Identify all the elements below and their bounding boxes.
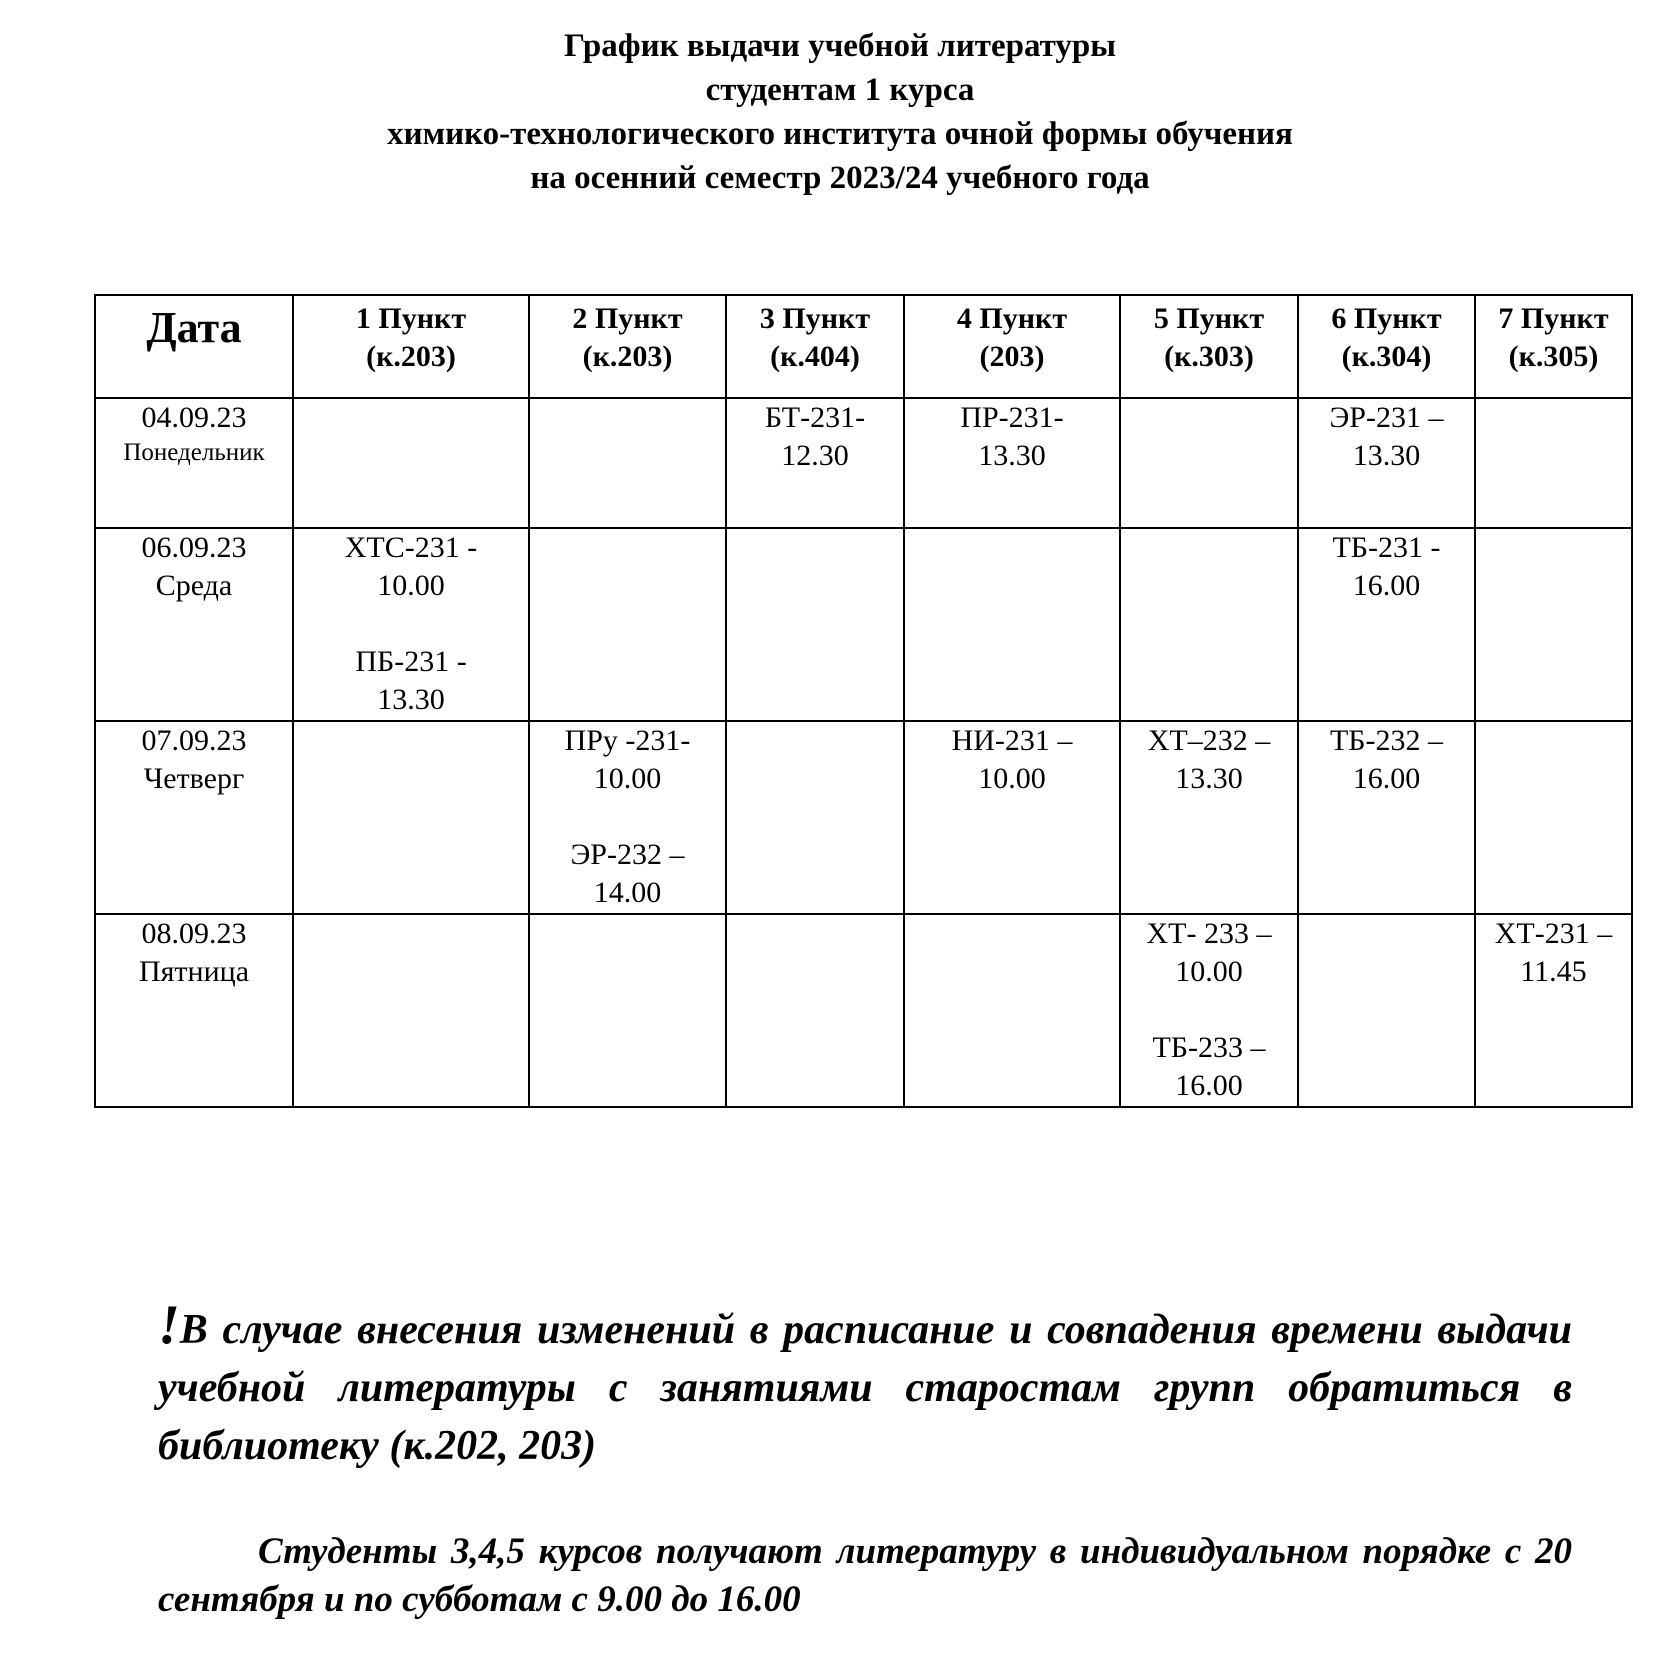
- table-row: [95, 528, 1632, 721]
- column-room: (к.203): [582, 340, 673, 373]
- column-name: 1 Пункт: [355, 302, 467, 335]
- group-entry: НИ-231 – 10.00: [951, 724, 1073, 795]
- column-header-punkt-1: [293, 295, 529, 398]
- header-row: [95, 295, 1632, 398]
- schedule-cell-punkt-5: [1120, 528, 1298, 721]
- schedule-table: [94, 294, 1633, 1108]
- schedule-cell-punkt-7: [1475, 528, 1632, 721]
- schedule-cell-punkt-6: [1298, 721, 1475, 914]
- schedule-cell-punkt-2: [529, 914, 726, 1107]
- title-line-1: График выдачи учебной литературы: [563, 28, 1117, 64]
- date-cell: [95, 914, 293, 1107]
- title-line-4: на осенний семестр 2023/24 учебного года: [530, 160, 1150, 196]
- weekday-name: Пятница: [138, 955, 250, 988]
- schedule-cell-punkt-7: [1475, 398, 1632, 528]
- schedule-cell-punkt-1: [293, 528, 529, 721]
- group-entry: ПБ-231 - 13.30: [355, 645, 467, 716]
- column-name: 6 Пункт: [1331, 302, 1442, 335]
- column-name: 4 Пункт: [956, 302, 1068, 335]
- column-name: 2 Пункт: [572, 302, 683, 335]
- date-value: 08.09.23: [141, 917, 247, 950]
- group-entry: ТБ-233 – 16.00: [1152, 1031, 1266, 1102]
- column-room: (к.404): [770, 340, 860, 373]
- group-entry: ТБ-232 – 16.00: [1329, 724, 1444, 795]
- schedule-cell-punkt-2: [529, 721, 726, 914]
- schedule-cell-punkt-4: [904, 398, 1120, 528]
- group-entry: ХТС-231 - 10.00: [344, 531, 478, 602]
- schedule-cell-punkt-1: [293, 721, 529, 914]
- schedule-cell-punkt-3: [726, 914, 904, 1107]
- schedule-cell-punkt-5: [1120, 721, 1298, 914]
- schedule-cell-punkt-6: [1298, 528, 1475, 721]
- column-name: 7 Пункт: [1498, 302, 1609, 335]
- title-line-2: студентам 1 курса: [705, 72, 975, 108]
- group-entry: ПР-231- 13.30: [960, 401, 1064, 472]
- schedule-change-note: [158, 1296, 1572, 1475]
- date-cell: [95, 528, 293, 721]
- group-entry: БТ-231- 12.30: [764, 401, 866, 472]
- column-room: (203): [979, 340, 1045, 373]
- column-room: (к.203): [366, 340, 456, 373]
- schedule-cell-punkt-4: [904, 721, 1120, 914]
- date-value: 04.09.23: [141, 401, 247, 434]
- date-value: 07.09.23: [141, 724, 247, 757]
- schedule-cell-punkt-6: [1298, 914, 1475, 1107]
- column-header-punkt-6: [1298, 295, 1475, 398]
- group-entry: ЭР-231 – 13.30: [1329, 401, 1444, 472]
- column-room: (к.303): [1164, 340, 1254, 373]
- weekday-name: Четверг: [143, 762, 245, 795]
- group-entry: ХТ–232 – 13.30: [1147, 724, 1271, 795]
- schedule-cell-punkt-2: [529, 398, 726, 528]
- schedule-cell-punkt-3: [726, 721, 904, 914]
- column-room: (к.304): [1341, 340, 1432, 373]
- schedule-cell-punkt-3: [726, 528, 904, 721]
- date-column-header: Дата: [95, 295, 293, 398]
- date-cell: [95, 398, 293, 528]
- document-title: [0, 24, 1654, 200]
- group-entry: ХТ-231 – 11.45: [1494, 917, 1613, 988]
- column-name: 5 Пункт: [1153, 302, 1265, 335]
- weekday-name: Понедельник: [123, 439, 265, 466]
- schedule-cell-punkt-4: [904, 914, 1120, 1107]
- column-header-punkt-7: [1475, 295, 1632, 398]
- schedule-cell-punkt-4: [904, 528, 1120, 721]
- schedule-change-note-text: В случае внесения изменений в расписание и совпадения времени выдачи учебной литературы с занятиями старостам групп обратиться в библиотеку (к.202, 203): [158, 1307, 1572, 1469]
- column-header-punkt-3: [726, 295, 904, 398]
- schedule-cell-punkt-7: [1475, 721, 1632, 914]
- group-entry: ПРу -231- 10.00: [564, 724, 691, 795]
- column-name: 3 Пункт: [759, 302, 871, 335]
- table-row: [95, 914, 1632, 1107]
- schedule-cell-punkt-1: [293, 398, 529, 528]
- schedule-cell-punkt-5: [1120, 914, 1298, 1107]
- column-room: (к.305): [1508, 340, 1599, 373]
- column-header-punkt-4: [904, 295, 1120, 398]
- schedule-cell-punkt-7: [1475, 914, 1632, 1107]
- schedule-cell-punkt-1: [293, 914, 529, 1107]
- title-line-3: химико-технологического института очной формы обучения: [387, 116, 1293, 152]
- exclamation-mark: !: [158, 1294, 180, 1356]
- group-entry: ХТ- 233 – 10.00: [1146, 917, 1272, 988]
- group-entry: ТБ-231 - 16.00: [1332, 531, 1441, 602]
- schedule-cell-punkt-3: [726, 398, 904, 528]
- schedule-cell-punkt-2: [529, 528, 726, 721]
- schedule-cell-punkt-5: [1120, 398, 1298, 528]
- table-row: [95, 721, 1632, 914]
- group-entry: ЭР-232 – 14.00: [570, 838, 685, 909]
- column-header-punkt-2: [529, 295, 726, 398]
- weekday-name: Среда: [155, 569, 233, 602]
- column-header-punkt-5: [1120, 295, 1298, 398]
- date-value: 06.09.23: [141, 531, 247, 564]
- schedule-cell-punkt-6: [1298, 398, 1475, 528]
- table-row: [95, 398, 1632, 528]
- date-cell: [95, 721, 293, 914]
- senior-students-note: Студенты 3,4,5 курсов получают литературу в индивидуальном порядке с 20 сентября и по субботам с 9.00 до 16.00: [158, 1531, 1572, 1620]
